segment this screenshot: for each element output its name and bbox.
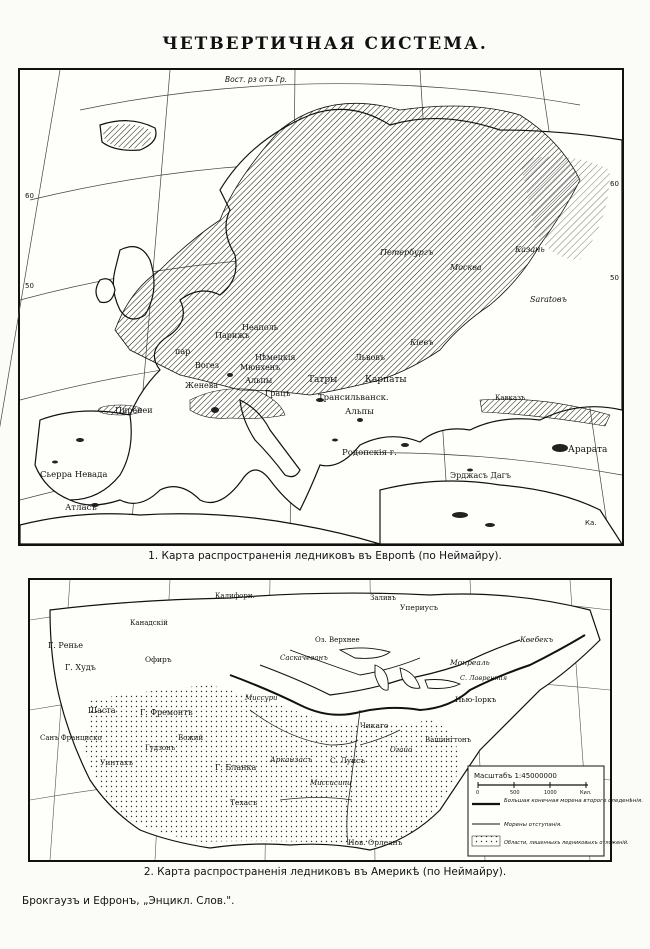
label-g-blanka: Г. Бланка [215, 763, 257, 772]
label-sanfran: Санъ Франциско [40, 734, 102, 742]
label-graz: Грацъ [265, 389, 291, 398]
meridian-label: Вост. рз отъ Гр. [225, 75, 288, 84]
label-washington: Вашингтонъ [425, 736, 472, 744]
legend-item-3: Области, лишенныхъ ледниковыхъ отложеній. [504, 840, 629, 846]
label-ofir: Офиръ [145, 655, 172, 664]
parallel-number: 50 [25, 282, 34, 290]
label-par: пар [175, 347, 191, 356]
label-vogezy: Вогез [195, 361, 219, 370]
page-title: ЧЕТВЕРТИЧНАЯ СИСТЕМА. [162, 34, 488, 54]
label-nyu-york: Нью-Іоркъ [455, 695, 497, 704]
label-parizh: Парижъ [215, 331, 250, 340]
parallel-number: 50 [610, 274, 619, 282]
label-mishen: Мюнхенъ [240, 363, 281, 372]
legend-item-1: Большая конечная морена второго оледенѣнія. [504, 798, 643, 804]
label-uperius: Упериусъ [400, 603, 439, 612]
legend-swatch-dots [472, 836, 500, 846]
label-nov-orlean: Нов. Орлеанъ [348, 838, 403, 847]
label-shasta: Шаста [88, 706, 116, 715]
label-saratov: Saratовъ [530, 295, 567, 304]
america-map [28, 578, 643, 862]
label-kavkaz: Кавказъ [495, 394, 526, 402]
label-tatry: Татры [308, 375, 338, 385]
label-superior: Оз. Верхнее [315, 636, 360, 644]
label-kanadsk: Канадскій [130, 619, 168, 627]
label-chicago: Чикаго [360, 721, 389, 730]
america-map-svg [30, 580, 643, 860]
label-kazan: Казань [515, 245, 545, 254]
label-rodop: Родопскія г. [342, 448, 397, 458]
label-kaliforn: Калифорн. [215, 592, 255, 600]
label-atlas: Атласъ [65, 503, 97, 513]
europe-map-svg [20, 70, 622, 544]
label-missuri: Миссури [245, 694, 278, 702]
label-saskach: Саскачеванъ [280, 654, 328, 662]
scale-tick: 500 [510, 790, 520, 796]
map2-caption: 2. Карта распространенія ледниковъ въ Америкѣ (по Неймайру). [143, 866, 507, 878]
label-transilv: Трансильванск. [318, 393, 389, 403]
scale-mark: Ка. [585, 519, 597, 527]
label-alpy-transilv: Альпы [345, 407, 374, 417]
label-lvov: Львовъ [355, 353, 385, 362]
label-st-lawrence: С. Лаврентія [460, 674, 508, 682]
label-g-reni: Г. Ренье [48, 641, 83, 650]
scale-tick: Кил. [580, 790, 592, 796]
label-khuds: Гудзонъ [145, 744, 176, 752]
label-neapol: Неаполь [242, 323, 279, 332]
label-golfstrom: Заливъ [370, 594, 397, 602]
label-alpy: Альпы [245, 376, 273, 385]
scale-tick: 1000 [544, 790, 557, 796]
label-erzhiyas: Эрджасъ Дагъ [450, 471, 511, 480]
map1-caption: 1. Карта распространенія ледниковъ въ Европѣ (по Неймайру). [148, 550, 502, 562]
label-pirenei: Пиренеи [115, 406, 153, 415]
label-ogayo: Огайо [390, 746, 413, 754]
label-stluis: С. Луисъ [330, 756, 366, 765]
label-texas: Техасъ [230, 798, 258, 807]
label-sierra: Сьерра Невада [40, 470, 108, 480]
label-g-hud: Г. Худъ [65, 663, 96, 672]
publisher-credit: Брокгаузъ и Ефронъ, „Энцикл. Слов.". [22, 895, 235, 907]
legend-item-2: Морены отступанія. [504, 822, 562, 828]
label-zheneva: Женева [185, 381, 219, 390]
label-g-fremont: Г. Фремонтъ [140, 708, 193, 717]
label-karpaty: Карпаты [365, 375, 407, 385]
europe-map [18, 68, 624, 546]
label-peterburg: Петербургъ [380, 248, 434, 257]
parallel-number: 60 [25, 192, 34, 200]
label-nemets: Нѣмецкія [255, 353, 296, 362]
label-montreal: Монреаль [450, 658, 490, 667]
label-kiev: Кіевъ [410, 338, 434, 347]
label-moskva: Москва [450, 263, 482, 272]
label-bozhe: Божий [178, 734, 204, 742]
label-ararat: Арарата [568, 445, 608, 455]
label-arkanzas: Арканзасъ [270, 755, 313, 764]
label-kvebek: Квебекъ [520, 635, 554, 644]
map-legend [468, 766, 643, 856]
legend-scale: Масштабъ 1:45000000 [474, 772, 557, 780]
scale-tick: 0 [476, 790, 480, 796]
label-mississipi: Миссисипи [310, 779, 352, 787]
parallel-number: 60 [610, 180, 619, 188]
label-uintah: Уинтахъ [100, 758, 134, 767]
